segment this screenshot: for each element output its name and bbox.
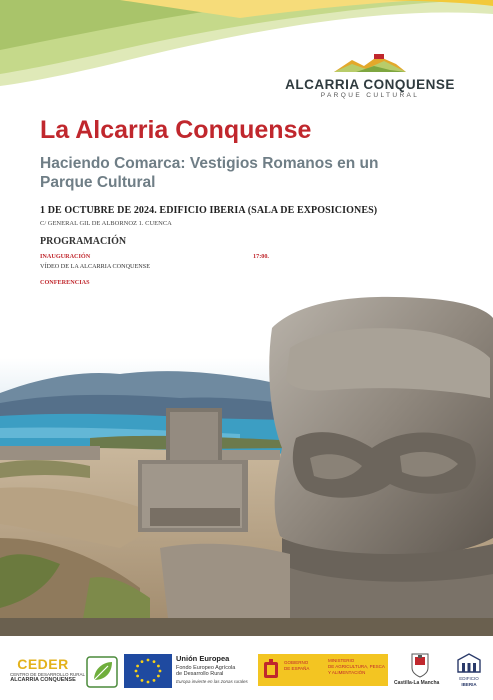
eu-line2: de Desarrollo Rural xyxy=(176,671,224,677)
ministerio-line1: MINISTERIO xyxy=(328,658,355,663)
iberia-line1: EDIFICIO xyxy=(459,676,479,681)
ceder-line2: ALCARRIA CONQUENSE xyxy=(10,677,76,683)
ministerio-line3: Y ALIMENTACIÓN xyxy=(328,670,366,675)
eu-text-block xyxy=(176,654,248,684)
castilla-la-mancha-coat-icon xyxy=(410,652,430,678)
eu-motto: Europa invierte en las zonas rurales xyxy=(176,679,248,684)
page-subtitle: Haciendo Comarca: Vestigios Romanos en un Parque Cultural xyxy=(40,155,379,191)
alcarria-conquense-logo xyxy=(285,52,455,99)
programme-item-video: VÍDEO DE LA ALCARRIA CONQUENSE xyxy=(40,263,150,270)
ceder-line1: CENTRO DE DESARROLLO RURAL xyxy=(10,672,86,677)
ministerio-line2: DE AGRICULTURA, PESCA xyxy=(328,664,385,669)
ceder-logo xyxy=(10,656,86,683)
event-date-place: 1 DE OCTUBRE DE 2024. EDIFICIO IBERIA (SALA DE EXPOSICIONES) xyxy=(40,205,378,216)
programme-time-inauguration: 17:00. xyxy=(253,253,269,260)
event-address: C/ GENERAL GIL DE ALBORNOZ 1. CUENCA xyxy=(40,220,172,227)
eu-flag-icon xyxy=(124,654,172,688)
gobierno-espana-banner xyxy=(258,654,388,686)
roman-capital-photo xyxy=(0,288,493,636)
eu-title: Unión Europea xyxy=(176,654,230,663)
spain-coat-of-arms-icon xyxy=(262,658,280,682)
footer-logos xyxy=(0,636,493,700)
logo-subtitle-text: PARQUE CULTURAL xyxy=(320,92,420,99)
programme-item-inauguration: INAUGURACIÓN xyxy=(40,253,91,260)
ceder-name: CEDER xyxy=(17,656,69,672)
logo-subtitle xyxy=(285,92,455,99)
iberia-line2: IBERIA xyxy=(461,681,477,687)
logo-landscape-icon xyxy=(330,52,410,76)
gobierno-line1: GOBIERNO xyxy=(284,660,309,665)
eu-line1: Fondo Europeo Agrícola xyxy=(176,665,236,671)
leader-leaf-icon xyxy=(86,656,118,688)
castilla-la-mancha-label: Castilla-La Mancha xyxy=(394,680,440,686)
page-title: La Alcarria Conquense xyxy=(40,116,312,144)
ministerio-text xyxy=(328,658,385,676)
logo-title: ALCARRIA CONQUENSE xyxy=(285,77,455,92)
edificio-iberia-icon xyxy=(456,652,482,674)
iberia-label xyxy=(454,676,484,687)
programme-heading: PROGRAMACIÓN xyxy=(40,236,127,247)
programme-item-conferences: CONFERENCIAS xyxy=(40,279,90,286)
gobierno-line2: DE ESPAÑA xyxy=(284,666,310,671)
gobierno-text xyxy=(284,660,309,672)
